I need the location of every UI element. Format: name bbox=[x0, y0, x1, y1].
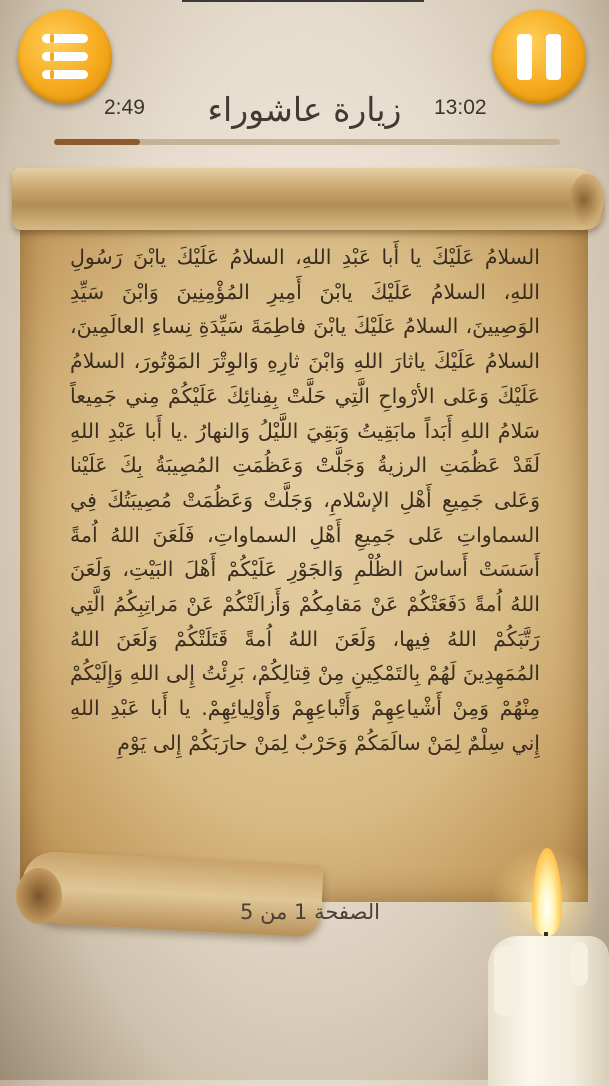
prayer-text: السلامُ عَلَيْكَ يا أَبا عَبْدِ اللهِ، السلامُ عَلَيْكَ يابْنَ رَسُولِ اللهِ، السلامُ عَلَيْكَ يابْنَ أَمِيرِ المُؤْمِنِينَ وَابْنَ سَيِّدِ الوَصِيينَ، السلامُ عَلَيْكَ يابْنَ فاطِمَةَ سَيِّدَةِ نِساءِ العالَمِينَ، السلامُ عَلَيْكَ ياثارَ اللهِ وَابْنَ ثارِهِ وَالوِتْرَ المَوْتُورَ، السلامُ عَلَيْكَ وَعَلى الأرْواحِ الَّتِي حَلَّتْ بِفِنائِكَ عَلَيْكُمْ مِني جَمِيعاً سَلامُ اللهِ أَبَداً مابَقِيتُ وَبَقِيَ اللَّيْلُ وَالنهارُ .يا أَبا عَبْدِ اللهِ لَقَدْ عَظُمَتِ الرزيةُ وَجَلَّتْ وَعَظُمَتِ المُصِيبَةُ بِكَ عَلَيْنا وَعَلى جَمِيعِ أَهْلِ الإسْلامِ، وَجَلَّتْ وَعَظُمَتْ مُصِيبَتُكَ فِي السماواتِ عَلى جَمِيعِ أَهْلِ السماواتِ، فَلَعَنَ اللهُ اُمةً أَسَسَتْ أَساسَ الظُلْمِ وَالجَوْرِ عَلَيْكُمْ أَهْلَ البَيْتِ، وَلَعَنَ اللهُ اُمةً دَفَعَتْكُمْ عَنْ مَقامِكُمْ وَأَزالَتْكُمْ عَنْ مَراتِبِكُمُ الَّتِي رَتَّبَكُمْ اللهُ فِيها، وَلَعَنَ اللهُ اُمةً قَتَلَتْكُمْ وَلَعَنَ اللهُ المُمَهِدِينَ لَهُمْ بِالتَمْكِينِ مِنْ قِتالِكُمْ، بَرِئْتُ إِلى اللهِ وَإِلَيْكُمْ مِنْهُمْ وَمِنْ أَشْياعِهِمْ وَأَتْباعِهِمْ وَأَوْلِيائِهِمْ. يا أَبا عَبْدِ اللهِ إِني سِلْمٌ لِمَنْ سالَمَكُمْ وَحَرْبٌ لِمَنْ حارَبَكُمْ إِلى يَوْمِ bbox=[70, 245, 540, 755]
scroll-top-roll-end bbox=[570, 174, 604, 226]
total-time: 13:02 bbox=[434, 96, 487, 119]
scroll-bottom-roll-end bbox=[16, 868, 62, 924]
audio-progress-fill bbox=[54, 139, 140, 145]
scroll-top-roll bbox=[12, 168, 604, 230]
page-indicator: الصفحة 1 من 5 bbox=[240, 900, 380, 924]
page-title: زيارة عاشوراء bbox=[207, 90, 402, 129]
top-status-line bbox=[182, 0, 424, 2]
elapsed-time: 2:49 bbox=[104, 96, 145, 119]
audio-progress-bar[interactable] bbox=[54, 139, 560, 145]
candle-icon bbox=[480, 846, 609, 1080]
